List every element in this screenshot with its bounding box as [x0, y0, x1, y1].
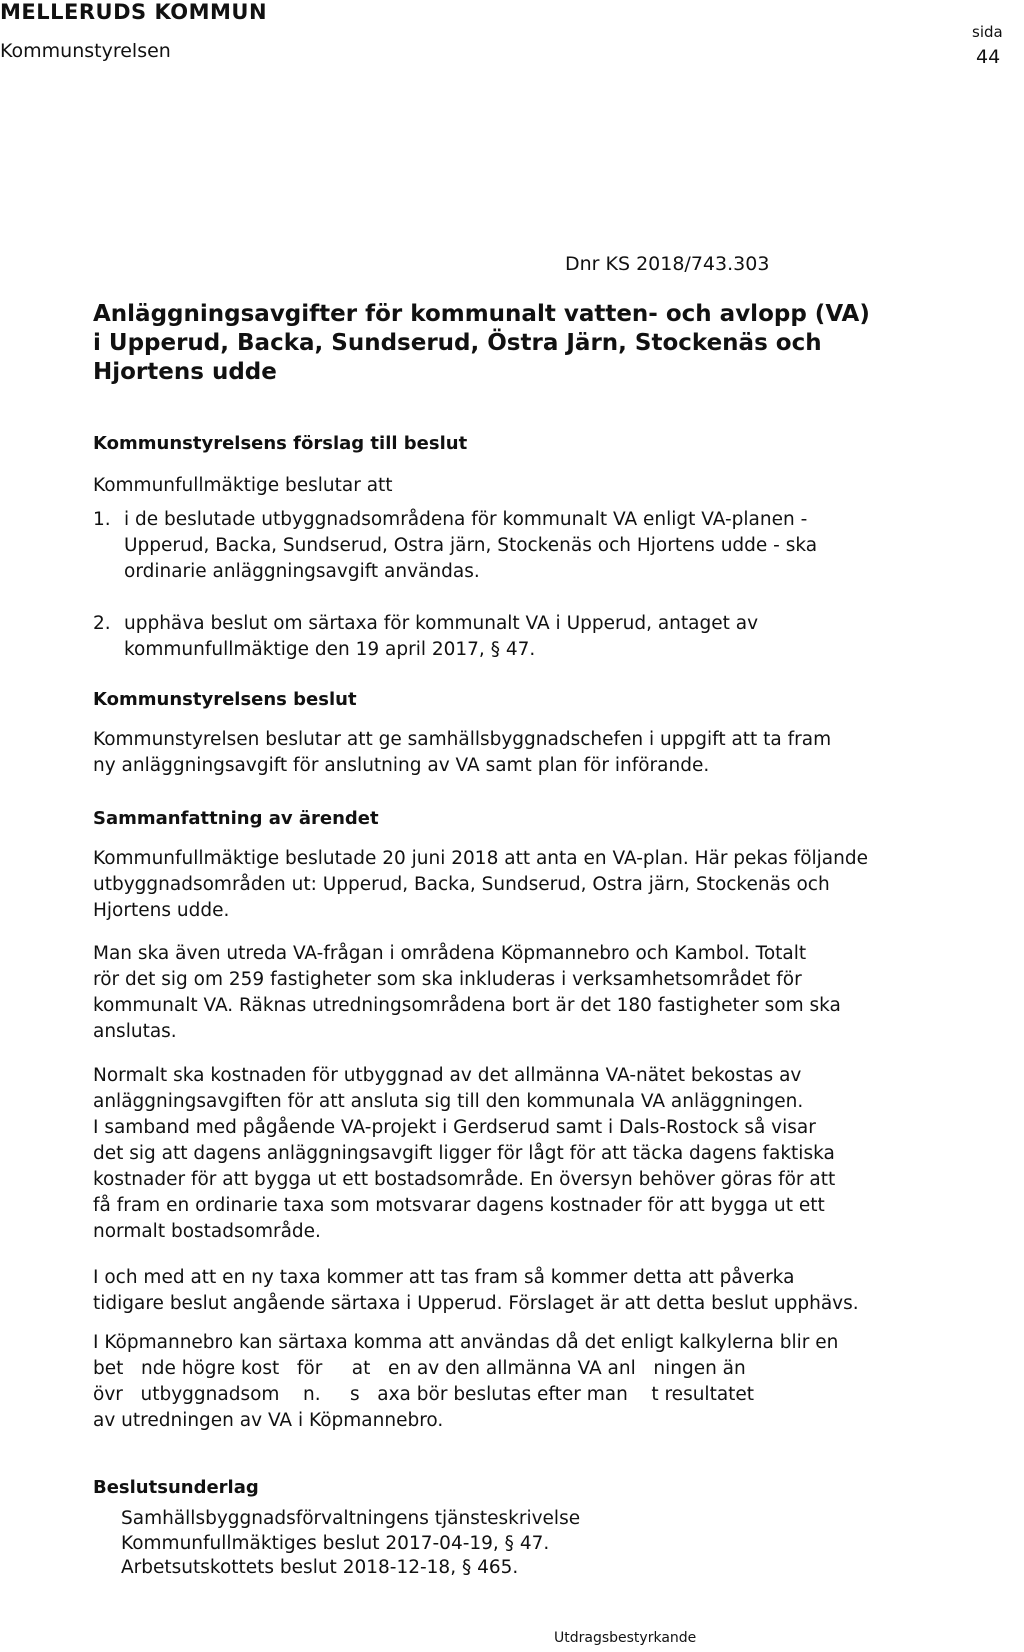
- summary-line: kostnader för att bygga ut ett bostadsområde. En översyn behöver göras för att: [93, 1169, 836, 1190]
- page-number: 44: [976, 46, 1001, 68]
- summary-line: få fram en ordinarie taxa som motsvarar dagens kostnader för att bygga ut ett: [93, 1195, 825, 1216]
- summary-paragraph: [93, 1330, 1023, 1434]
- proposal-item-number: 1.: [93, 509, 111, 530]
- summary-line: bet nde högre kost för at en av den allmänna VA anl ningen än: [93, 1358, 746, 1379]
- proposal-item-line: Upperud, Backa, Sundserud, Ostra järn, Stockenäs och Hjortens udde - ska: [124, 535, 818, 556]
- summary-line: det sig att dagens anläggningsavgift ligger för lågt för att täcka dagens faktiska: [93, 1143, 835, 1164]
- summary-line: anläggningsavgiften för att ansluta sig till den kommunala VA anläggningen.: [93, 1091, 804, 1112]
- summary-line: rör det sig om 259 fastigheter som ska inkluderas i verksamhetsområdet för: [93, 969, 802, 990]
- summary-heading: Sammanfattning av ärendet: [93, 808, 379, 829]
- summary-paragraph: [93, 1265, 1023, 1317]
- summary-line: tidigare beslut angående särtaxa i Upperud. Förslaget är att detta beslut upphävs.: [93, 1293, 859, 1314]
- basis-heading: Beslutsunderlag: [93, 1477, 259, 1498]
- summary-line: utbyggnadsområden ut: Upperud, Backa, Sundserud, Ostra järn, Stockenäs och: [93, 874, 830, 895]
- diary-number: Dnr KS 2018/743.303: [565, 253, 770, 275]
- basis-item: Kommunfullmäktiges beslut 2017-04-19, § 47.: [121, 1532, 550, 1554]
- proposal-item-line: i de beslutade utbyggnadsområdena för kommunalt VA enligt VA-planen -: [124, 509, 808, 530]
- page-label: sida: [972, 23, 1003, 41]
- basis-item: Samhällsbyggnadsförvaltningens tjänsteskrivelse: [121, 1508, 581, 1529]
- summary-line: Kommunfullmäktige beslutade 20 juni 2018 att anta en VA-plan. Här pekas följande: [93, 848, 868, 869]
- summary-line: normalt bostadsområde.: [93, 1221, 321, 1242]
- footer-label: Utdragsbestyrkande: [554, 1630, 697, 1646]
- summary-line: Hjortens udde.: [93, 900, 230, 921]
- title-line: Anläggningsavgifter för kommunalt vatten- och avlopp (VA): [93, 301, 870, 327]
- decision-heading: Kommunstyrelsens beslut: [93, 689, 357, 710]
- summary-line: Man ska även utreda VA-frågan i områdena Köpmannebro och Kambol. Totalt: [93, 943, 807, 964]
- document-title: [93, 300, 993, 387]
- decision-line: Kommunstyrelsen beslutar att ge samhällsbyggnadschefen i uppgift att ta fram: [93, 729, 832, 750]
- summary-line: I Köpmannebro kan särtaxa komma att användas då det enligt kalkylerna blir en: [93, 1332, 839, 1353]
- title-line: Hjortens udde: [93, 359, 277, 385]
- title-line: i Upperud, Backa, Sundserud, Östra Järn, Stockenäs och: [93, 330, 822, 356]
- basis-item: Arbetsutskottets beslut 2018-12-18, § 465.: [121, 1557, 519, 1578]
- summary-line: I och med att en ny taxa kommer att tas fram så kommer detta att påverka: [93, 1267, 795, 1288]
- proposal-item-number: 2.: [93, 613, 111, 634]
- basis-list: [121, 1507, 580, 1581]
- summary-line: kommunalt VA. Räknas utredningsområdena bort är det 180 fastigheter som ska: [93, 995, 841, 1016]
- proposal-heading: Kommunstyrelsens förslag till beslut: [93, 433, 468, 454]
- proposal-intro: Kommunfullmäktige beslutar att: [93, 475, 393, 496]
- proposal-item-line: ordinarie anläggningsavgift användas.: [124, 561, 480, 582]
- summary-line: övr utbyggnadsom n. s axa bör beslutas efter man t resultatet: [93, 1384, 755, 1405]
- summary-line: av utredningen av VA i Köpmannebro.: [93, 1410, 444, 1431]
- summary-paragraph: [93, 1063, 1023, 1245]
- decision-line: ny anläggningsavgift för anslutning av VA samt plan för införande.: [93, 755, 710, 776]
- summary-paragraph: [93, 941, 1023, 1045]
- proposal-item-1: [124, 507, 984, 585]
- department-name: Kommunstyrelsen: [0, 40, 171, 62]
- proposal-item-line: upphäva beslut om särtaxa för kommunalt VA i Upperud, antaget av: [124, 613, 759, 634]
- summary-paragraph: [93, 846, 1023, 924]
- summary-line: anslutas.: [93, 1021, 177, 1042]
- summary-line: I samband med pågående VA-projekt i Gerdserud samt i Dals-Rostock så visar: [93, 1117, 816, 1138]
- proposal-item-line: kommunfullmäktige den 19 april 2017, § 47.: [124, 639, 536, 660]
- proposal-item-2: [124, 611, 984, 663]
- summary-line: Normalt ska kostnaden för utbyggnad av det allmänna VA-nätet bekostas av: [93, 1065, 802, 1086]
- decision-text: [93, 727, 1023, 779]
- organization-name: MELLERUDS KOMMUN: [0, 0, 268, 24]
